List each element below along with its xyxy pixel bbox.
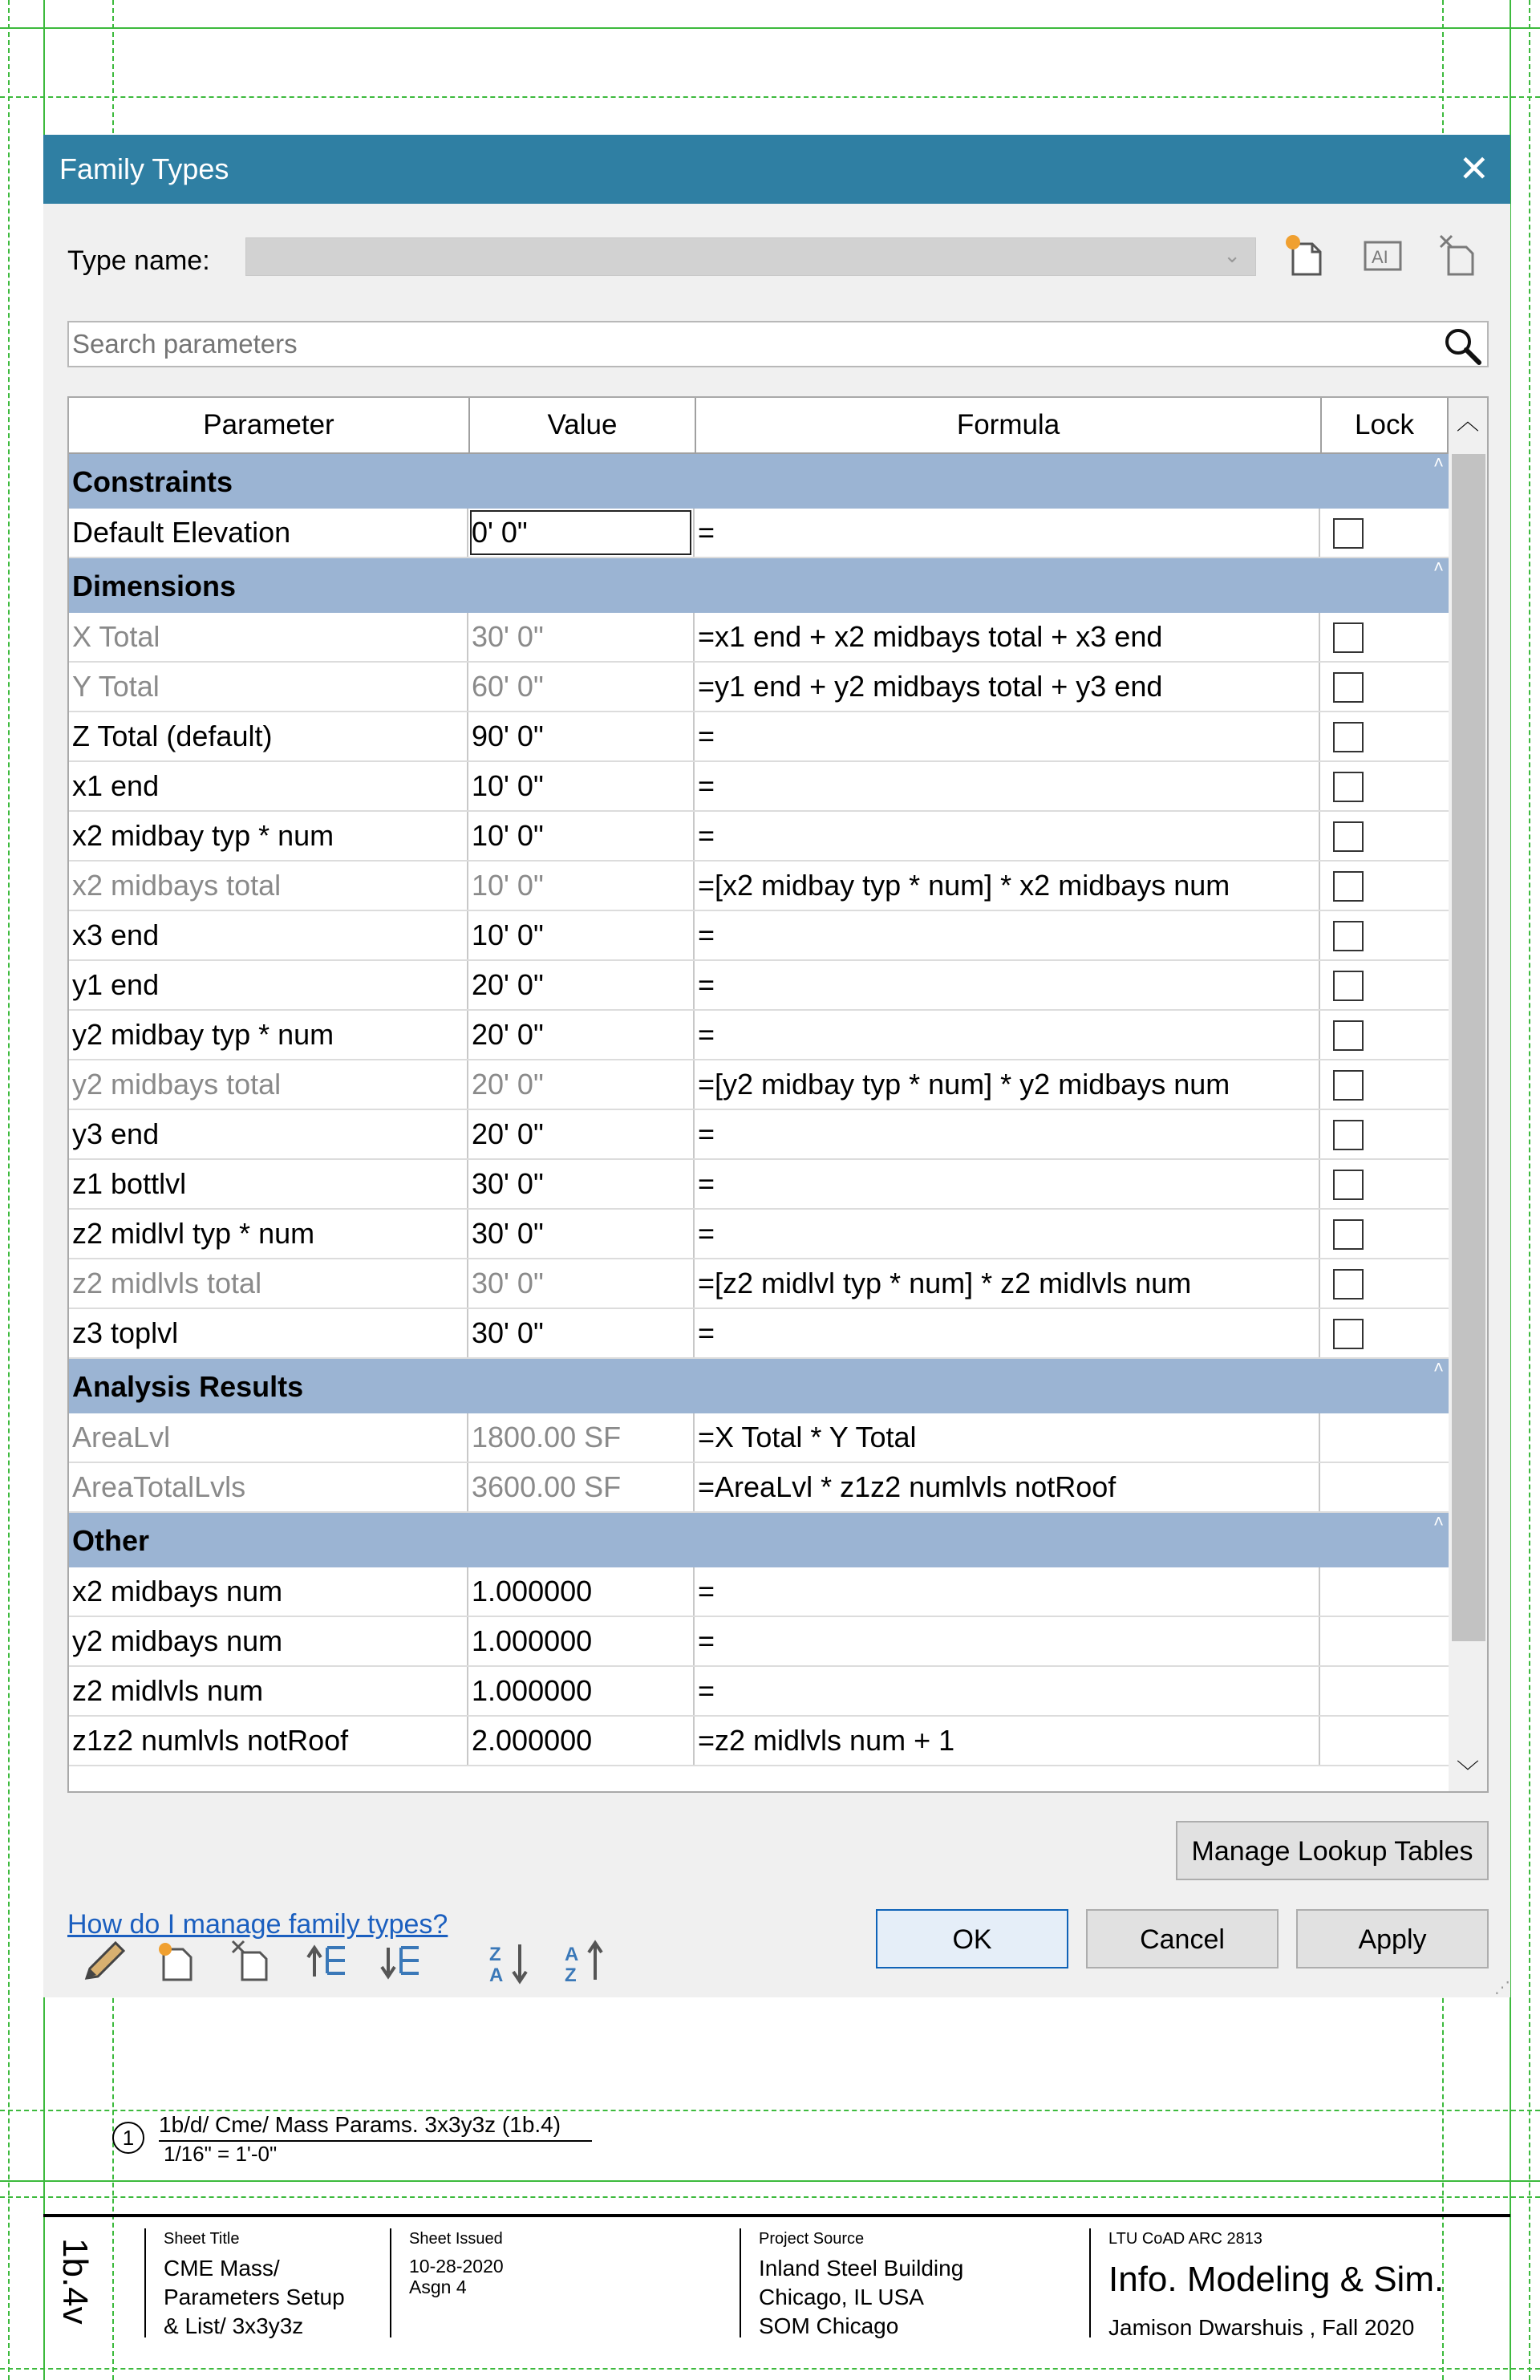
parameter-row[interactable] xyxy=(69,1210,1449,1259)
dialog-title: Family Types xyxy=(59,152,229,185)
parameter-row[interactable] xyxy=(69,1413,1449,1463)
parameter-name: x2 midbays num xyxy=(69,1567,468,1616)
sheet-issued-line: 10-28-2020 xyxy=(409,2256,504,2277)
lock-checkbox[interactable] xyxy=(1333,1219,1364,1250)
course-title: Info. Modeling & Sim. xyxy=(1108,2260,1445,2299)
svg-text:A: A xyxy=(489,1964,504,1986)
parameter-row[interactable] xyxy=(69,613,1449,663)
parameter-row[interactable] xyxy=(69,1259,1449,1309)
parameter-formula[interactable]: =[x2 midbay typ * num] * x2 midbays num xyxy=(695,862,1320,910)
project-source-label: Project Source xyxy=(759,2230,865,2248)
new-type-icon[interactable] xyxy=(1282,231,1330,279)
parameter-formula[interactable]: = xyxy=(695,961,1320,1009)
project-source xyxy=(759,2254,963,2341)
parameter-name: AreaLvl xyxy=(69,1413,468,1462)
parameter-value[interactable]: 30' 0" xyxy=(468,1259,695,1308)
project-source-line: Chicago, IL USA xyxy=(759,2285,924,2309)
parameter-formula[interactable]: = xyxy=(695,1110,1320,1158)
parameter-value[interactable]: 30' 0" xyxy=(468,1309,695,1357)
guide-line xyxy=(8,0,10,2380)
group-title: Other xyxy=(72,1524,150,1557)
parameter-name: y1 end xyxy=(69,961,468,1009)
parameter-value[interactable]: 30' 0" xyxy=(468,1210,695,1258)
lock-cell xyxy=(1320,1667,1449,1715)
parameter-row[interactable] xyxy=(69,509,1449,558)
parameter-row[interactable] xyxy=(69,812,1449,862)
parameter-row[interactable] xyxy=(69,1110,1449,1160)
parameter-name: X Total xyxy=(69,613,468,661)
guide-line xyxy=(0,2196,1540,2198)
parameter-value[interactable]: 10' 0" xyxy=(468,911,695,959)
parameter-value[interactable]: 1.000000 xyxy=(468,1667,695,1715)
title-block-top-line xyxy=(43,2214,1510,2217)
lock-checkbox[interactable] xyxy=(1333,772,1364,802)
parameter-value[interactable]: 30' 0" xyxy=(468,1160,695,1208)
view-callout-number: 1 xyxy=(112,2122,144,2154)
move-up-icon[interactable] xyxy=(303,1936,355,1988)
edit-parameter-icon[interactable] xyxy=(79,1936,130,1988)
column-header-lock[interactable]: Lock xyxy=(1322,398,1449,454)
lock-checkbox[interactable] xyxy=(1333,871,1364,902)
lock-checkbox[interactable] xyxy=(1333,921,1364,951)
view-scale: 1/16" = 1'-0" xyxy=(164,2142,278,2166)
parameter-name: z1 bottlvl xyxy=(69,1160,468,1208)
parameter-formula[interactable]: =x1 end + x2 midbays total + x3 end xyxy=(695,613,1320,661)
lock-cell xyxy=(1320,1567,1449,1616)
sheet-title-line: Parameters Setup xyxy=(164,2285,345,2309)
parameter-value[interactable]: 1800.00 SF xyxy=(468,1413,695,1462)
parameter-formula[interactable]: =X Total * Y Total xyxy=(695,1413,1320,1462)
parameter-formula[interactable]: =z2 midlvls num + 1 xyxy=(695,1717,1320,1765)
svg-text:A: A xyxy=(565,1944,579,1965)
view-title: 1b/d/ Cme/ Mass Params. 3x3y3z (1b.4) xyxy=(159,2112,561,2137)
scroll-up-icon[interactable]: ︿ xyxy=(1457,409,1480,434)
chevron-down-icon: ⌄ xyxy=(1223,243,1241,267)
resize-grip-icon[interactable]: ⋰ xyxy=(1494,1979,1510,1997)
sheet-title-label: Sheet Title xyxy=(164,2230,240,2248)
parameter-formula[interactable]: =AreaLvl * z1z2 numlvls notRoof xyxy=(695,1463,1320,1511)
lock-checkbox[interactable] xyxy=(1333,1170,1364,1200)
parameter-value[interactable]: 20' 0" xyxy=(468,1060,695,1109)
title-block-divider xyxy=(1089,2228,1091,2337)
type-name-select[interactable] xyxy=(245,237,1256,276)
title-block-divider xyxy=(144,2228,146,2337)
parameter-value[interactable]: 0' 0" xyxy=(468,509,695,557)
parameter-row[interactable] xyxy=(69,1309,1449,1359)
lock-cell xyxy=(1320,1463,1449,1511)
manage-lookup-tables-button[interactable]: Manage Lookup Tables xyxy=(1176,1821,1489,1880)
parameter-value[interactable]: 60' 0" xyxy=(468,663,695,711)
sheet-title xyxy=(164,2254,345,2341)
sheet-issued xyxy=(409,2256,504,2297)
delete-type-icon[interactable] xyxy=(1436,231,1484,279)
parameter-row[interactable] xyxy=(69,1060,1449,1110)
group-header[interactable] xyxy=(69,454,1449,509)
parameter-row[interactable] xyxy=(69,911,1449,961)
lock-checkbox[interactable] xyxy=(1333,1120,1364,1150)
title-block-divider xyxy=(740,2228,741,2337)
lock-checkbox[interactable] xyxy=(1333,518,1364,549)
help-link[interactable]: How do I manage family types? xyxy=(67,1909,448,1940)
parameter-formula[interactable]: = xyxy=(695,911,1320,959)
parameter-name: y2 midbays num xyxy=(69,1617,468,1665)
guide-line xyxy=(0,27,1540,29)
scroll-thumb[interactable] xyxy=(1452,454,1485,1641)
lock-checkbox[interactable] xyxy=(1333,1269,1364,1299)
delete-parameter-icon[interactable] xyxy=(228,1936,279,1988)
parameter-value[interactable]: 90' 0" xyxy=(468,712,695,760)
parameter-row[interactable] xyxy=(69,862,1449,911)
group-title: Dimensions xyxy=(72,570,237,602)
parameter-formula[interactable]: = xyxy=(695,1567,1320,1616)
lock-checkbox[interactable] xyxy=(1333,722,1364,752)
guide-line xyxy=(1529,0,1530,2380)
svg-text:Z: Z xyxy=(489,1944,501,1965)
parameter-row[interactable] xyxy=(69,1011,1449,1060)
lock-cell xyxy=(1320,1717,1449,1765)
parameter-name: z2 midlvl typ * num xyxy=(69,1210,468,1258)
parameter-row[interactable] xyxy=(69,663,1449,712)
parameter-name: z2 midlvls num xyxy=(69,1667,468,1715)
parameter-row[interactable] xyxy=(69,712,1449,762)
parameter-name: z3 toplvl xyxy=(69,1309,468,1357)
lock-checkbox[interactable] xyxy=(1333,821,1364,852)
svg-text:AI: AI xyxy=(1372,247,1388,267)
sort-descending-icon[interactable] xyxy=(560,1936,611,1988)
parameter-formula[interactable]: =[y2 midbay typ * num] * y2 midbays num xyxy=(695,1060,1320,1109)
parameter-name: x3 end xyxy=(69,911,468,959)
parameter-value[interactable]: 1.000000 xyxy=(468,1567,695,1616)
parameter-formula[interactable]: = xyxy=(695,1210,1320,1258)
sheet-issued-line: Asgn 4 xyxy=(409,2277,467,2297)
parameter-formula[interactable]: = xyxy=(695,1160,1320,1208)
guide-line xyxy=(0,2180,1540,2182)
column-header-formula[interactable]: Formula xyxy=(696,398,1322,454)
scroll-down-icon[interactable]: ﹀ xyxy=(1457,1759,1480,1784)
parameter-name: Default Elevation xyxy=(69,509,468,557)
parameter-formula[interactable]: = xyxy=(695,1309,1320,1357)
parameter-name: x2 midbays total xyxy=(69,862,468,910)
rename-type-icon[interactable] xyxy=(1359,231,1407,279)
lock-cell xyxy=(1320,1617,1449,1665)
parameter-row[interactable] xyxy=(69,961,1449,1011)
parameter-name: y3 end xyxy=(69,1110,468,1158)
parameter-name: x2 midbay typ * num xyxy=(69,812,468,860)
lock-checkbox[interactable] xyxy=(1333,971,1364,1001)
parameters-grid xyxy=(67,396,1489,1793)
parameter-row[interactable] xyxy=(69,1567,1449,1617)
guide-line xyxy=(0,96,1540,98)
parameter-value[interactable]: 1.000000 xyxy=(468,1617,695,1665)
parameter-row[interactable] xyxy=(69,1717,1449,1766)
parameter-formula[interactable]: = xyxy=(695,712,1320,760)
parameter-formula[interactable]: =[z2 midlvl typ * num] * z2 midlvls num xyxy=(695,1259,1320,1308)
parameter-value[interactable]: 2.000000 xyxy=(468,1717,695,1765)
parameter-name: z2 midlvls total xyxy=(69,1259,468,1308)
sheet-issued-label: Sheet Issued xyxy=(409,2230,503,2248)
parameter-row[interactable] xyxy=(69,1617,1449,1667)
apply-button[interactable]: Apply xyxy=(1296,1909,1489,1968)
parameter-name: AreaTotalLvls xyxy=(69,1463,468,1511)
parameter-formula[interactable]: = xyxy=(695,509,1320,557)
group-title: Analysis Results xyxy=(72,1370,304,1403)
group-header[interactable] xyxy=(69,558,1449,613)
parameter-formula[interactable]: = xyxy=(695,762,1320,810)
course-label: LTU CoAD ARC 2813 xyxy=(1108,2230,1262,2248)
parameter-value[interactable]: 20' 0" xyxy=(468,1110,695,1158)
column-header-parameter[interactable]: Parameter xyxy=(69,398,470,454)
parameter-formula[interactable]: = xyxy=(695,1617,1320,1665)
lock-checkbox[interactable] xyxy=(1333,622,1364,653)
parameter-value[interactable]: 30' 0" xyxy=(468,613,695,661)
lock-checkbox[interactable] xyxy=(1333,1070,1364,1101)
parameter-formula[interactable]: = xyxy=(695,812,1320,860)
move-down-icon[interactable] xyxy=(377,1936,428,1988)
search-input[interactable] xyxy=(72,326,1420,363)
collapse-icon[interactable]: ˄ xyxy=(1433,452,1444,472)
dialog-titlebar[interactable] xyxy=(43,135,1510,204)
parameter-row[interactable] xyxy=(69,762,1449,812)
sheet-title-line: CME Mass/ xyxy=(164,2256,280,2281)
project-source-line: Inland Steel Building xyxy=(759,2256,964,2281)
collapse-icon[interactable]: ˄ xyxy=(1433,1511,1444,1531)
parameter-formula[interactable]: = xyxy=(695,1011,1320,1059)
parameter-value[interactable]: 10' 0" xyxy=(468,762,695,810)
new-parameter-icon[interactable] xyxy=(152,1936,204,1988)
close-icon[interactable]: ✕ xyxy=(1458,148,1489,189)
type-name-label: Type name: xyxy=(67,245,210,276)
lock-checkbox[interactable] xyxy=(1333,672,1364,703)
parameter-name: Z Total (default) xyxy=(69,712,468,760)
lock-cell xyxy=(1320,1413,1449,1462)
project-source-line: SOM Chicago xyxy=(759,2313,899,2338)
search-icon[interactable] xyxy=(1441,324,1484,367)
svg-text:Z: Z xyxy=(565,1964,577,1986)
parameter-row[interactable] xyxy=(69,1463,1449,1513)
parameter-value[interactable]: 10' 0" xyxy=(468,812,695,860)
parameter-row[interactable] xyxy=(69,1667,1449,1717)
collapse-icon[interactable]: ˄ xyxy=(1433,1357,1444,1377)
author-line: Jamison Dwarshuis , Fall 2020 xyxy=(1108,2315,1415,2340)
parameter-name: x1 end xyxy=(69,762,468,810)
parameter-value[interactable]: 20' 0" xyxy=(468,1011,695,1059)
family-types-dialog xyxy=(43,135,1510,1997)
guide-line xyxy=(0,2368,1540,2370)
column-header-value[interactable]: Value xyxy=(470,398,696,454)
ok-button[interactable]: OK xyxy=(876,1909,1068,1968)
parameter-formula[interactable]: = xyxy=(695,1667,1320,1715)
parameter-row[interactable] xyxy=(69,1160,1449,1210)
sheet-title-line: & List/ 3x3y3z xyxy=(164,2313,304,2338)
group-header[interactable] xyxy=(69,1359,1449,1413)
title-block-divider xyxy=(390,2228,391,2337)
parameter-value[interactable]: 20' 0" xyxy=(468,961,695,1009)
parameter-name: y2 midbays total xyxy=(69,1060,468,1109)
parameter-value[interactable]: 10' 0" xyxy=(468,862,695,910)
guide-line xyxy=(0,2110,1540,2111)
group-header[interactable] xyxy=(69,1513,1449,1567)
lock-checkbox[interactable] xyxy=(1333,1020,1364,1051)
lock-checkbox[interactable] xyxy=(1333,1319,1364,1349)
sheet-number: 1b.4v xyxy=(55,2238,95,2325)
parameter-formula[interactable]: =y1 end + y2 midbays total + y3 end xyxy=(695,663,1320,711)
sort-ascending-icon[interactable] xyxy=(484,1936,536,1988)
vertical-scrollbar[interactable] xyxy=(1449,398,1489,1793)
search-parameters-box[interactable] xyxy=(67,321,1489,367)
parameter-name: z1z2 numlvls notRoof xyxy=(69,1717,468,1765)
parameter-value[interactable]: 3600.00 SF xyxy=(468,1463,695,1511)
cancel-button[interactable]: Cancel xyxy=(1086,1909,1279,1968)
group-title: Constraints xyxy=(72,465,233,498)
parameter-name: Y Total xyxy=(69,663,468,711)
parameter-name: y2 midbay typ * num xyxy=(69,1011,468,1059)
collapse-icon[interactable]: ˄ xyxy=(1433,557,1444,577)
